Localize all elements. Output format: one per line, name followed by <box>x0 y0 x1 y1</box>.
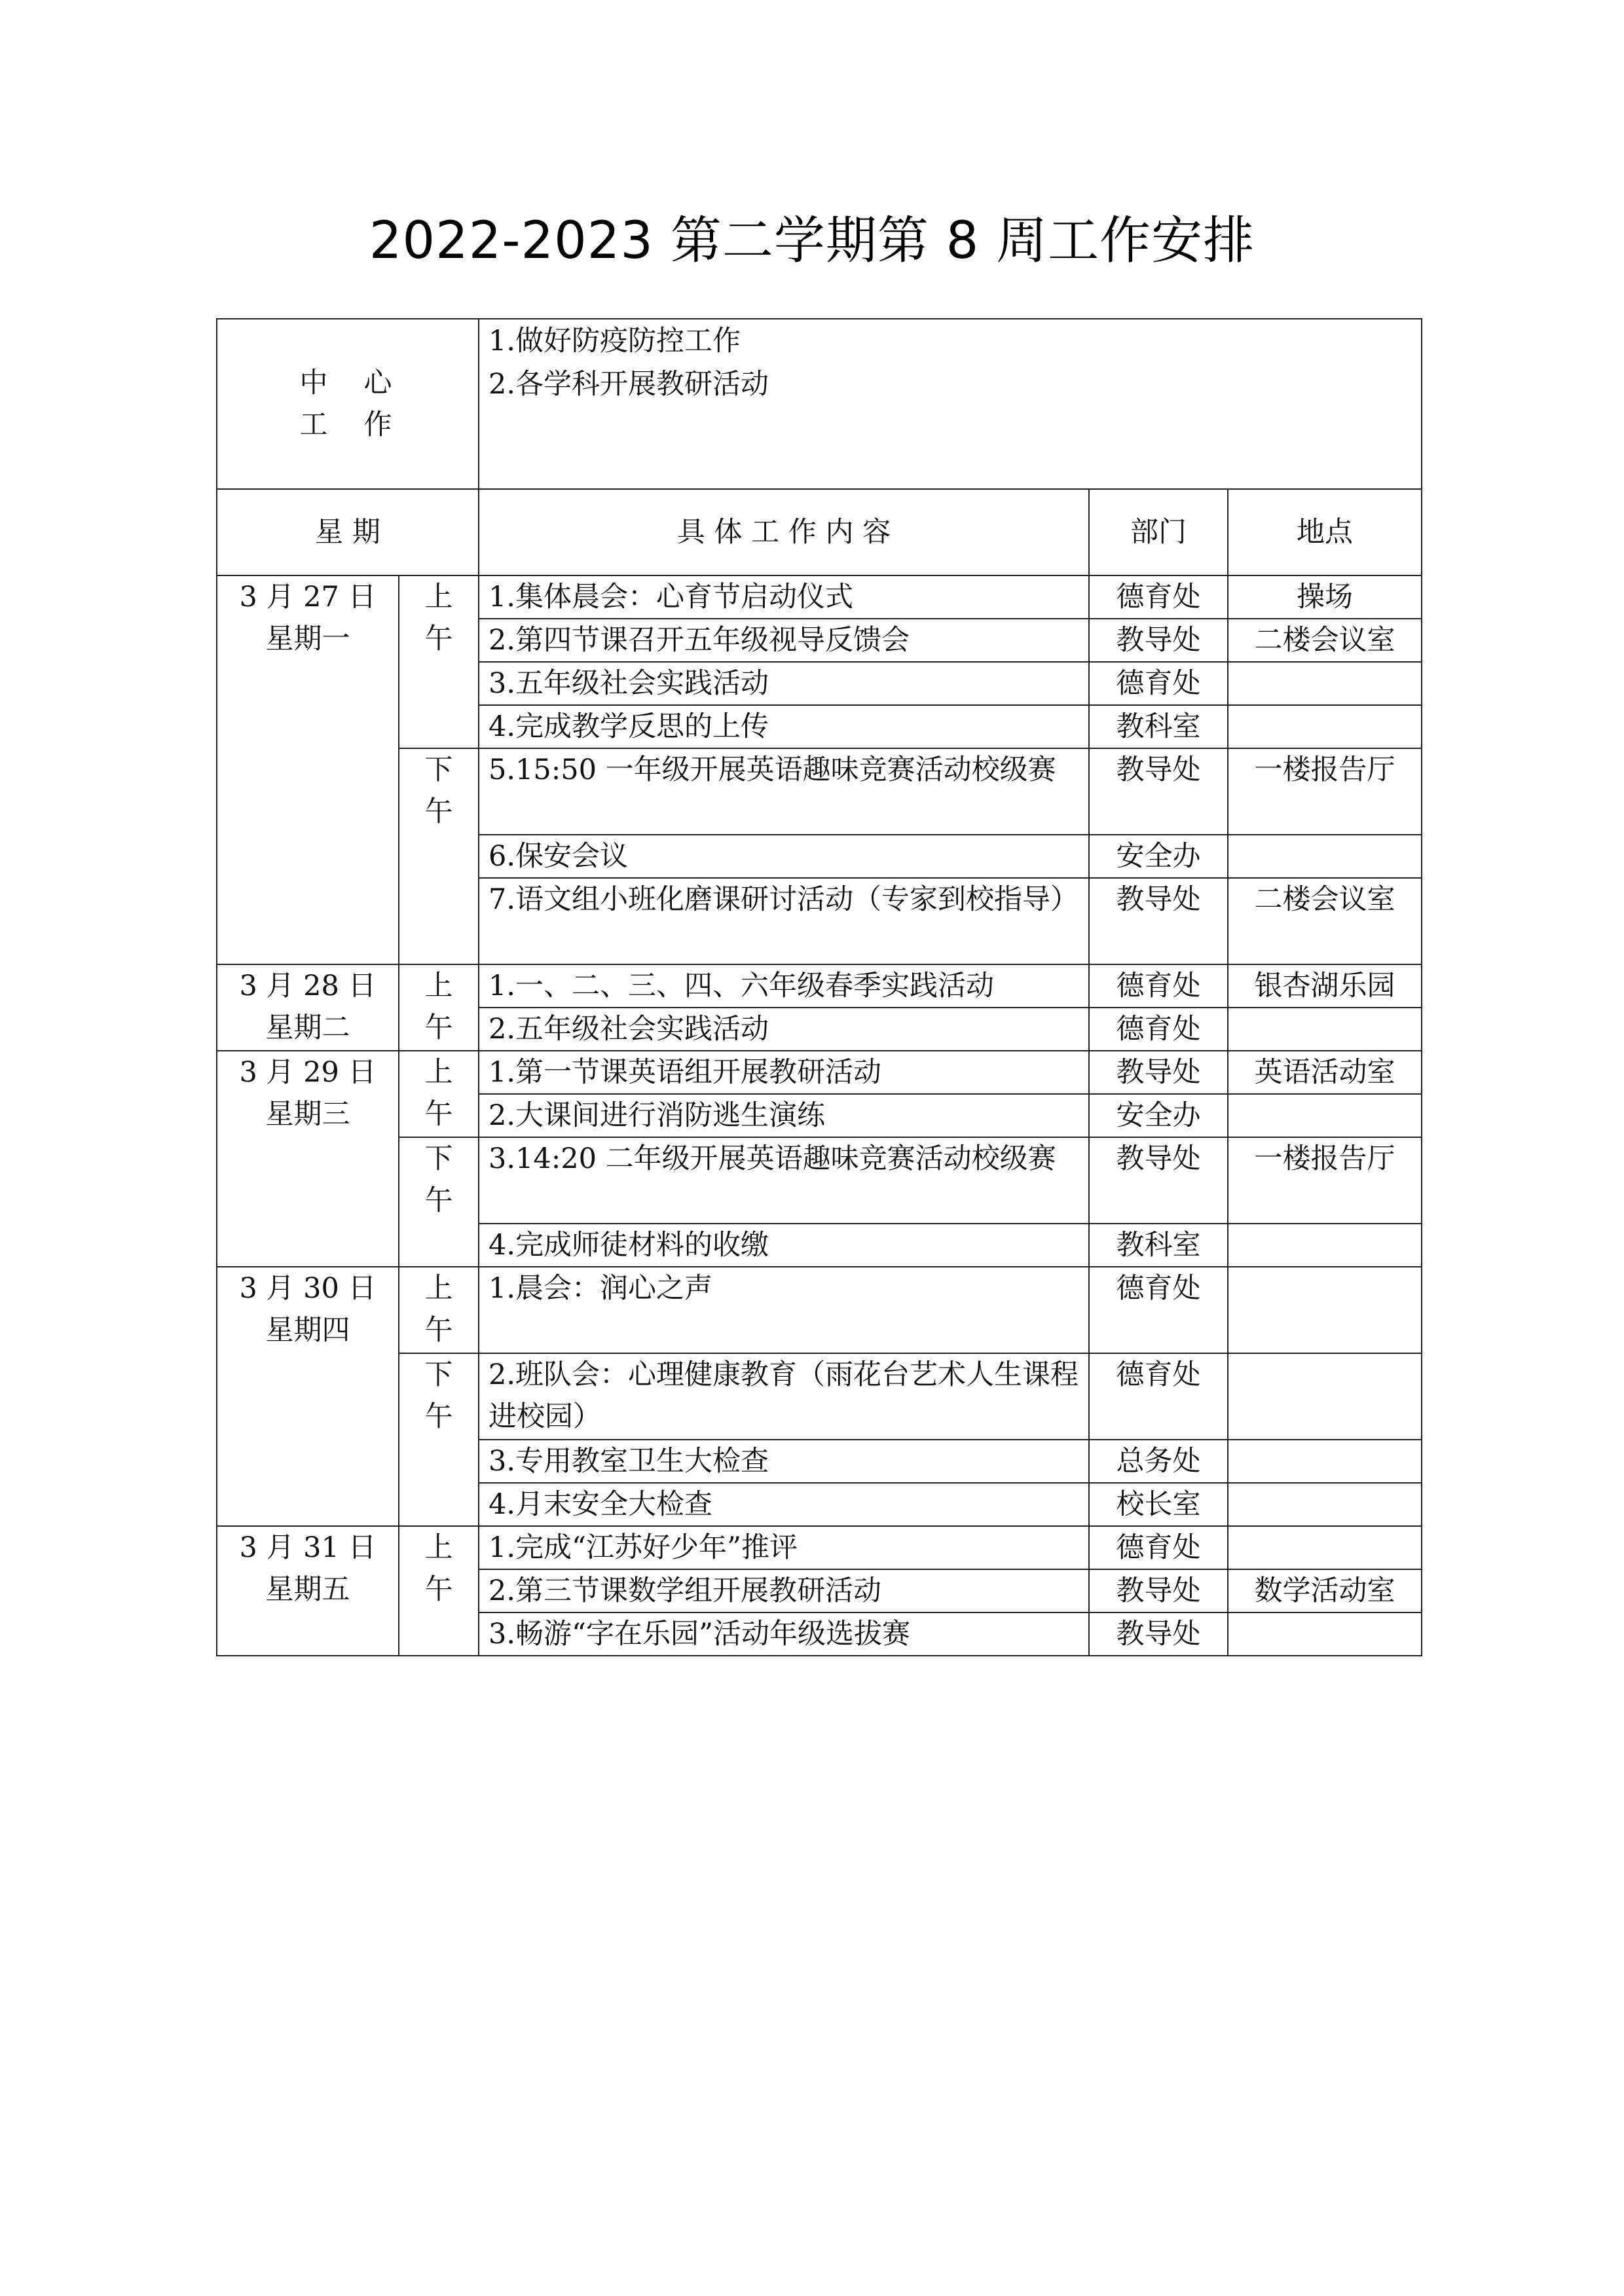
center-work-items <box>479 319 1422 489</box>
row-place: 银杏湖乐园 <box>1228 964 1422 1008</box>
row-content: 2.五年级社会实践活动 <box>479 1008 1089 1051</box>
row-dept: 德育处 <box>1089 1526 1228 1569</box>
row-content: 1.完成“江苏好少年”推评 <box>479 1526 1089 1569</box>
period-am: 上 午 <box>399 1051 479 1137</box>
row-dept: 教导处 <box>1089 1569 1228 1613</box>
center-work-row <box>217 319 1422 489</box>
table-row <box>217 1267 1422 1353</box>
row-content: 4.月末安全大检查 <box>479 1483 1089 1526</box>
row-place <box>1228 662 1422 705</box>
row-place <box>1228 1526 1422 1569</box>
schedule-table <box>216 318 1422 1656</box>
period-pm: 下 午 <box>399 748 479 964</box>
header-dept: 部门 <box>1089 489 1228 575</box>
row-dept: 德育处 <box>1089 662 1228 705</box>
header-place: 地点 <box>1228 489 1422 575</box>
row-place <box>1228 1440 1422 1483</box>
row-place: 数学活动室 <box>1228 1569 1422 1613</box>
day-friday: 3 月 31 日 星期五 <box>217 1526 399 1656</box>
table-row <box>217 575 1422 619</box>
table-row <box>217 1051 1422 1094</box>
row-dept: 总务处 <box>1089 1440 1228 1483</box>
header-row <box>217 489 1422 575</box>
header-weekday: 星 期 <box>217 489 479 575</box>
row-content: 2.班队会：心理健康教育（雨花台艺术人生课程进校园） <box>479 1353 1089 1440</box>
row-place: 二楼会议室 <box>1228 878 1422 964</box>
row-content: 5.15:50 一年级开展英语趣味竞赛活动校级赛 <box>479 748 1089 835</box>
period-pm: 下 午 <box>399 1137 479 1267</box>
row-dept: 德育处 <box>1089 575 1228 619</box>
row-place <box>1228 705 1422 748</box>
row-dept: 教导处 <box>1089 1051 1228 1094</box>
row-dept: 德育处 <box>1089 1008 1228 1051</box>
day-thursday: 3 月 30 日 星期四 <box>217 1267 399 1526</box>
row-content: 4.完成师徒材料的收缴 <box>479 1224 1089 1267</box>
page-title: 2022-2023 第二学期第 8 周工作安排 <box>369 211 1255 270</box>
row-dept: 教导处 <box>1089 1137 1228 1224</box>
row-content: 1.晨会：润心之声 <box>479 1267 1089 1353</box>
row-place <box>1228 1353 1422 1440</box>
row-place: 一楼报告厅 <box>1228 748 1422 835</box>
row-content: 7.语文组小班化磨课研讨活动（专家到校指导） <box>479 878 1089 964</box>
row-content: 3.五年级社会实践活动 <box>479 662 1089 705</box>
row-dept: 德育处 <box>1089 964 1228 1008</box>
row-dept: 安全办 <box>1089 1094 1228 1137</box>
row-content: 4.完成教学反思的上传 <box>479 705 1089 748</box>
row-content: 2.第四节课召开五年级视导反馈会 <box>479 619 1089 662</box>
row-place <box>1228 1613 1422 1656</box>
row-place <box>1228 1267 1422 1353</box>
period-pm: 下 午 <box>399 1353 479 1526</box>
row-dept: 教导处 <box>1089 619 1228 662</box>
row-dept: 教导处 <box>1089 1613 1228 1656</box>
day-tuesday: 3 月 28 日 星期二 <box>217 964 399 1051</box>
row-content: 1.集体晨会：心育节启动仪式 <box>479 575 1089 619</box>
row-dept: 德育处 <box>1089 1353 1228 1440</box>
header-content: 具 体 工 作 内 容 <box>479 489 1089 575</box>
row-content: 2.第三节课数学组开展教研活动 <box>479 1569 1089 1613</box>
row-place <box>1228 1483 1422 1526</box>
table-row <box>217 1526 1422 1569</box>
period-am: 上 午 <box>399 575 479 748</box>
row-content: 1.第一节课英语组开展教研活动 <box>479 1051 1089 1094</box>
row-dept: 安全办 <box>1089 835 1228 878</box>
row-dept: 德育处 <box>1089 1267 1228 1353</box>
row-dept: 教科室 <box>1089 705 1228 748</box>
center-work-item: 1.做好防疫防控工作 <box>489 325 741 357</box>
period-am: 上 午 <box>399 1267 479 1353</box>
row-content: 3.畅游“字在乐园”活动年级选拔赛 <box>479 1613 1089 1656</box>
row-place <box>1228 835 1422 878</box>
row-dept: 教导处 <box>1089 748 1228 835</box>
period-am: 上 午 <box>399 964 479 1051</box>
row-place: 操场 <box>1228 575 1422 619</box>
row-dept: 校长室 <box>1089 1483 1228 1526</box>
row-content: 1.一、二、三、四、六年级春季实践活动 <box>479 964 1089 1008</box>
row-content: 3.专用教室卫生大检查 <box>479 1440 1089 1483</box>
row-dept: 教科室 <box>1089 1224 1228 1267</box>
row-place: 英语活动室 <box>1228 1051 1422 1094</box>
row-content: 2.大课间进行消防逃生演练 <box>479 1094 1089 1137</box>
period-am: 上 午 <box>399 1526 479 1656</box>
center-work-label: 中 心 工 作 <box>217 319 479 489</box>
center-work-item: 2.各学科开展教研活动 <box>489 368 769 401</box>
row-place <box>1228 1094 1422 1137</box>
row-place: 一楼报告厅 <box>1228 1137 1422 1224</box>
day-monday: 3 月 27 日 星期一 <box>217 575 399 964</box>
row-place <box>1228 1224 1422 1267</box>
row-place: 二楼会议室 <box>1228 619 1422 662</box>
row-place <box>1228 1008 1422 1051</box>
row-content: 6.保安会议 <box>479 835 1089 878</box>
row-dept: 教导处 <box>1089 878 1228 964</box>
row-content: 3.14:20 二年级开展英语趣味竞赛活动校级赛 <box>479 1137 1089 1224</box>
day-wednesday: 3 月 29 日 星期三 <box>217 1051 399 1267</box>
table-row <box>217 964 1422 1008</box>
